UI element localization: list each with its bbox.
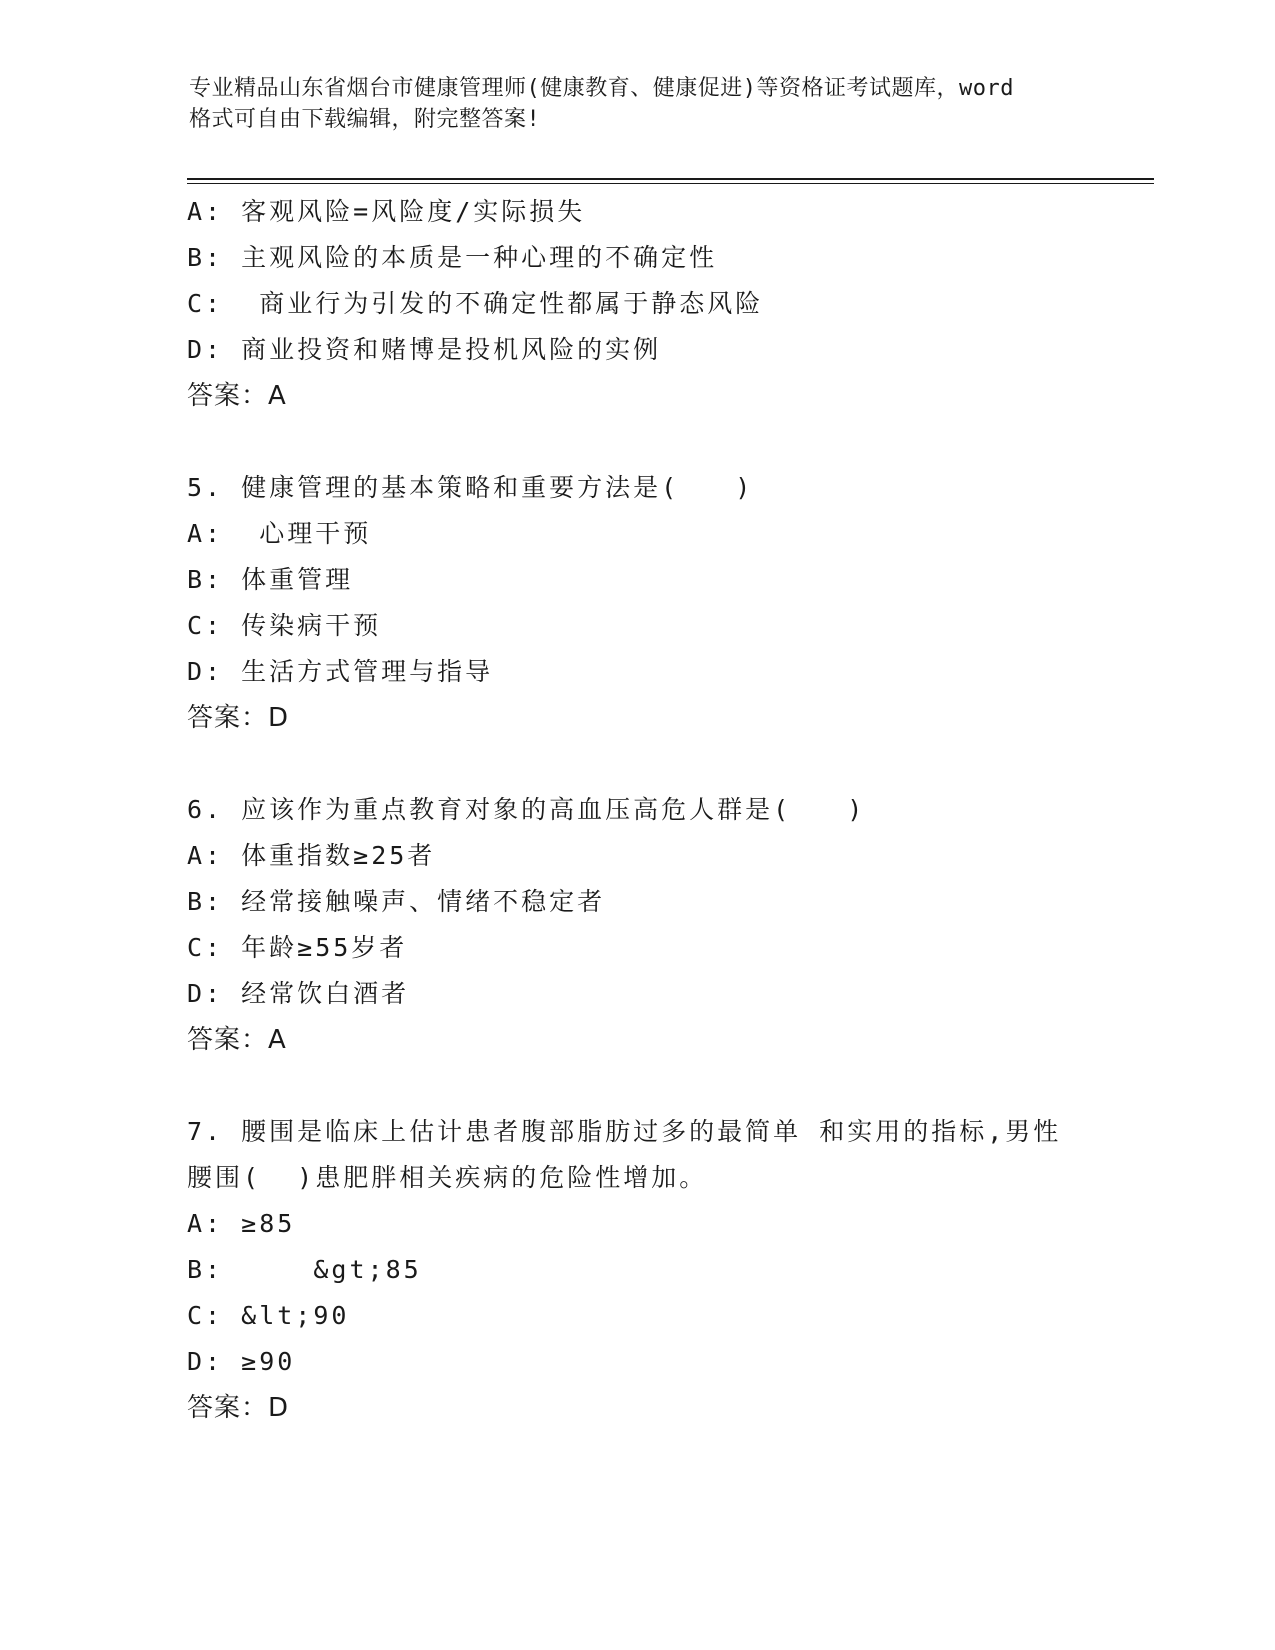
q5-option-a: A: 心理干预 (187, 519, 372, 548)
spacer (187, 741, 1117, 787)
header-divider-thick (187, 178, 1154, 180)
q5-option-b: B: 体重管理 (187, 565, 354, 594)
question-4-block (187, 189, 1117, 419)
spacer (187, 419, 1117, 465)
q7-answer: 答案：D (187, 1393, 290, 1423)
spacer (187, 1063, 1117, 1109)
question-list (187, 189, 1117, 1431)
q6-option-c: C: 年龄≥55岁者 (187, 933, 408, 962)
q7-option-a: A: ≥85 (187, 1209, 296, 1238)
header-divider-thin (187, 183, 1154, 184)
q7-option-b: B: &gt;85 (187, 1255, 422, 1284)
q4-option-b: B: 主观风险的本质是一种心理的不确定性 (187, 243, 718, 272)
q5-stem: 5. 健康管理的基本策略和重要方法是( ) (187, 473, 754, 502)
q5-option-c: C: 传染病干预 (187, 611, 382, 640)
q4-option-a: A: 客观风险=风险度/实际损失 (187, 197, 586, 226)
question-7-block (187, 1109, 1117, 1431)
q4-answer: 答案：A (187, 381, 287, 411)
header-line-1: 专业精品山东省烟台市健康管理师(健康教育、健康促进)等资格证考试题库，word (189, 76, 1014, 101)
q7-option-d: D: ≥90 (187, 1347, 296, 1376)
q5-answer: 答案：D (187, 703, 290, 733)
header-line-2: 格式可自由下载编辑，附完整答案! (189, 107, 541, 132)
q6-option-b: B: 经常接触噪声、情绪不稳定者 (187, 887, 606, 916)
document-header (189, 73, 1089, 135)
q4-option-d: D: 商业投资和赌博是投机风险的实例 (187, 335, 662, 364)
q6-option-d: D: 经常饮白酒者 (187, 979, 410, 1008)
q7-stem-line-1: 7. 腰围是临床上估计患者腹部脂肪过多的最简单 和实用的指标,男性 (187, 1117, 1062, 1146)
question-5-block (187, 465, 1117, 741)
q7-stem-line-2: 腰围( )患肥胖相关疾病的危险性增加。 (187, 1163, 708, 1192)
q6-answer: 答案：A (187, 1025, 287, 1055)
question-6-block (187, 787, 1117, 1063)
q7-option-c: C: &lt;90 (187, 1301, 350, 1330)
q6-option-a: A: 体重指数≥25者 (187, 841, 436, 870)
q5-option-d: D: 生活方式管理与指导 (187, 657, 494, 686)
q6-stem: 6. 应该作为重点教育对象的高血压高危人群是( ) (187, 795, 866, 824)
q4-option-c: C: 商业行为引发的不确定性都属于静态风险 (187, 289, 764, 318)
